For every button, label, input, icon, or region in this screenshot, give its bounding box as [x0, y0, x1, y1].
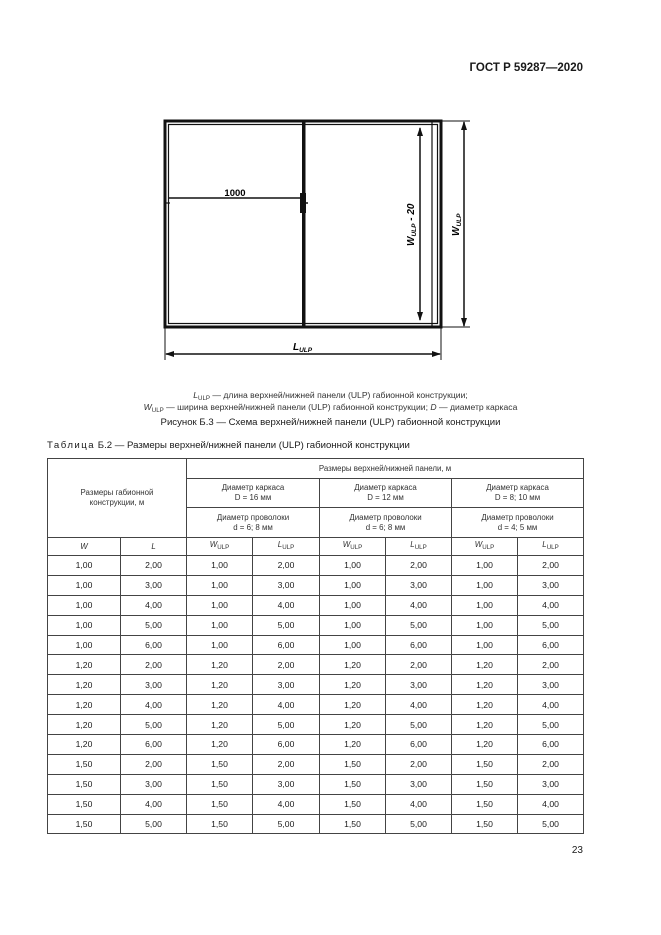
- col-w: W: [48, 538, 121, 556]
- table-cell: 1,50: [187, 814, 253, 834]
- table-cell: 3,00: [386, 675, 452, 695]
- frame-header-3: Диаметр каркаса D = 8; 10 мм: [452, 479, 584, 508]
- table-cell: 5,00: [518, 715, 584, 735]
- table-cell: 1,00: [320, 635, 386, 655]
- dim-l-label: $L_{ULP}$: [293, 342, 313, 354]
- table-cell: 3,00: [121, 675, 187, 695]
- table-cell: 3,00: [121, 774, 187, 794]
- dim-w-inner-arrow-top: [417, 127, 423, 136]
- table-cell: 1,20: [48, 675, 121, 695]
- table-cell: 2,00: [518, 655, 584, 675]
- dim-w-inner-arrow-bottom: [417, 312, 423, 321]
- table-cell: 5,00: [121, 715, 187, 735]
- table-cell: 1,00: [452, 556, 518, 576]
- top-header: Размеры верхней/нижней панели, м: [187, 459, 584, 479]
- table-cell: 1,20: [452, 675, 518, 695]
- table-cell: 6,00: [386, 635, 452, 655]
- table-cell: 1,50: [320, 794, 386, 814]
- table-cell: 1,50: [187, 794, 253, 814]
- table-cell: 1,00: [320, 556, 386, 576]
- col-lulp-1: $L_{ULP}$: [253, 538, 320, 556]
- table-cell: 1,00: [48, 556, 121, 576]
- table-cell: 1,50: [452, 794, 518, 814]
- col-lulp-2: $L_{ULP}$: [386, 538, 452, 556]
- table-cell: 6,00: [121, 635, 187, 655]
- mid-joint: [300, 193, 306, 213]
- table-cell: 3,00: [386, 774, 452, 794]
- table-cell: 1,00: [452, 595, 518, 615]
- table-row: [48, 774, 584, 794]
- table-cell: 1,00: [452, 635, 518, 655]
- table-cell: 4,00: [253, 595, 320, 615]
- dim-w-inner-label: $W_{ULP} - 20$: [406, 203, 418, 246]
- table-cell: 1,00: [187, 556, 253, 576]
- table-cell: 3,00: [518, 575, 584, 595]
- table-cell: 1,20: [48, 695, 121, 715]
- table-cell: 1,20: [452, 695, 518, 715]
- table-row: [48, 595, 584, 615]
- table-cell: 1,50: [187, 774, 253, 794]
- standard-number: ГОСТ Р 59287—2020: [469, 62, 583, 74]
- table-row: [48, 735, 584, 755]
- table-cell: 5,00: [386, 814, 452, 834]
- frame-header-2: Диаметр каркаса D = 12 мм: [320, 479, 452, 508]
- table-cell: 1,20: [187, 655, 253, 675]
- table-row: [48, 814, 584, 834]
- dim-w-label: $W_{ULP}$: [451, 213, 463, 236]
- table-cell: 2,00: [121, 754, 187, 774]
- table-cell: 1,00: [320, 595, 386, 615]
- table-cell: 6,00: [518, 635, 584, 655]
- table-cell: 3,00: [518, 675, 584, 695]
- table-cell: 3,00: [253, 774, 320, 794]
- table-cell: 2,00: [253, 754, 320, 774]
- wire-header-2: Диаметр проволоки d = 6; 8 мм: [320, 508, 452, 538]
- table-cell: 1,50: [320, 754, 386, 774]
- table-cell: 2,00: [253, 655, 320, 675]
- table-cell: 4,00: [121, 595, 187, 615]
- table-cell: 6,00: [518, 735, 584, 755]
- table-cell: 4,00: [386, 695, 452, 715]
- table-cell: 2,00: [386, 556, 452, 576]
- frame-header-1: Диаметр каркаса D = 16 мм: [187, 479, 320, 508]
- table-cell: 1,20: [187, 695, 253, 715]
- table-cell: 3,00: [253, 575, 320, 595]
- table-cell: 5,00: [121, 615, 187, 635]
- wire-header-1: Диаметр проволоки d = 6; 8 мм: [187, 508, 320, 538]
- table-cell: 1,00: [187, 595, 253, 615]
- left-header: Размеры габионной конструкции, м: [48, 459, 187, 538]
- table-row: [48, 615, 584, 635]
- table-cell: 1,00: [187, 575, 253, 595]
- table-cell: 1,00: [452, 615, 518, 635]
- table-cell: 1,00: [320, 575, 386, 595]
- table-cell: 1,50: [48, 774, 121, 794]
- table-cell: 6,00: [253, 735, 320, 755]
- table-cell: 1,20: [320, 715, 386, 735]
- dim-w-arrow-bottom: [461, 318, 467, 327]
- table-cell: 2,00: [386, 655, 452, 675]
- table-row: [48, 754, 584, 774]
- table-cell: 1,20: [48, 715, 121, 735]
- table-cell: 1,20: [320, 675, 386, 695]
- col-wulp-1: $W_{ULP}$: [187, 538, 253, 556]
- table-cell: 3,00: [518, 774, 584, 794]
- col-l: L: [121, 538, 187, 556]
- table-cell: 1,50: [452, 774, 518, 794]
- table-cell: 1,20: [320, 655, 386, 675]
- table-cell: 1,20: [187, 675, 253, 695]
- table-row: [48, 655, 584, 675]
- table-cell: 5,00: [253, 715, 320, 735]
- col-wulp-2: $W_{ULP}$: [320, 538, 386, 556]
- table-cell: 4,00: [121, 695, 187, 715]
- figure-caption: Рисунок Б.3 — Схема верхней/нижней панели (ULP) габионной конструкции: [160, 417, 501, 428]
- table-cell: 1,50: [452, 814, 518, 834]
- table-cell: 6,00: [253, 635, 320, 655]
- table-cell: 6,00: [121, 735, 187, 755]
- table-cell: 1,20: [48, 655, 121, 675]
- table-cell: 1,20: [48, 735, 121, 755]
- table-cell: 5,00: [518, 615, 584, 635]
- table-row: [48, 635, 584, 655]
- legend-l: $L_{ULP}$ — длина верхней/нижней панели (ULP) габионной конструкции;: [193, 390, 468, 402]
- table-cell: 2,00: [518, 754, 584, 774]
- table-cell: 1,20: [452, 655, 518, 675]
- table-row: [48, 695, 584, 715]
- dim-l-arrow-right: [432, 351, 441, 357]
- table-cell: 1,20: [187, 735, 253, 755]
- table-cell: 3,00: [121, 575, 187, 595]
- table-cell: 1,00: [48, 575, 121, 595]
- dim-l-arrow-left: [165, 351, 174, 357]
- table-cell: 4,00: [253, 695, 320, 715]
- table-cell: 1,20: [320, 695, 386, 715]
- table-cell: 2,00: [253, 556, 320, 576]
- dim-w-arrow-top: [461, 121, 467, 130]
- table-row: [48, 575, 584, 595]
- table-cell: 4,00: [518, 695, 584, 715]
- table-cell: 1,50: [48, 754, 121, 774]
- table-cell: 6,00: [386, 735, 452, 755]
- table-cell: 5,00: [386, 615, 452, 635]
- dim-1000-label: 1000: [224, 188, 246, 199]
- table-cell: 5,00: [518, 814, 584, 834]
- table-cell: 2,00: [518, 556, 584, 576]
- table-row: [48, 715, 584, 735]
- table-row: [48, 794, 584, 814]
- panel-diagram: [0, 0, 661, 380]
- table-cell: 1,50: [320, 814, 386, 834]
- table-cell: 4,00: [253, 794, 320, 814]
- col-lulp-3: $L_{ULP}$: [518, 538, 584, 556]
- wire-header-3: Диаметр проволоки d = 4; 5 мм: [452, 508, 584, 538]
- table-cell: 5,00: [386, 715, 452, 735]
- table-cell: 1,20: [320, 735, 386, 755]
- table-cell: 3,00: [386, 575, 452, 595]
- table-cell: 1,50: [48, 794, 121, 814]
- col-wulp-3: $W_{ULP}$: [452, 538, 518, 556]
- table-cell: 1,20: [452, 735, 518, 755]
- table-cell: 2,00: [386, 754, 452, 774]
- table-cell: 5,00: [253, 814, 320, 834]
- dimensions-table: [47, 458, 584, 834]
- table-body: [48, 556, 584, 834]
- table-cell: 1,00: [452, 575, 518, 595]
- table-cell: 5,00: [121, 814, 187, 834]
- table-cell: 4,00: [386, 595, 452, 615]
- panel-divider: [302, 122, 306, 326]
- table-cell: 4,00: [518, 595, 584, 615]
- table-cell: 2,00: [121, 655, 187, 675]
- table-cell: 1,00: [48, 595, 121, 615]
- legend-w: $W_{ULP}$ — ширина верхней/нижней панели (ULP) габионной конструкции; D — диаметр каркаса: [143, 402, 518, 414]
- table-cell: 1,00: [48, 615, 121, 635]
- table-cell: 4,00: [518, 794, 584, 814]
- table-caption: Таблица Б.2 — Размеры верхней/нижней панели (ULP) габионной конструкции: [47, 440, 410, 451]
- table-cell: 1,50: [320, 774, 386, 794]
- table-cell: 1,20: [187, 715, 253, 735]
- table-cell: 1,50: [187, 754, 253, 774]
- table-cell: 4,00: [386, 794, 452, 814]
- table-cell: 1,00: [320, 615, 386, 635]
- table-cell: 5,00: [253, 615, 320, 635]
- table-cell: 1,50: [48, 814, 121, 834]
- table-cell: 1,50: [452, 754, 518, 774]
- table-cell: 4,00: [121, 794, 187, 814]
- table-row: [48, 556, 584, 576]
- table-cell: 3,00: [253, 675, 320, 695]
- page-number: 23: [571, 845, 583, 856]
- table-cell: 1,00: [48, 635, 121, 655]
- table-cell: 1,00: [187, 635, 253, 655]
- table-cell: 1,00: [187, 615, 253, 635]
- table-cell: 1,20: [452, 715, 518, 735]
- table-cell: 2,00: [121, 556, 187, 576]
- table-row: [48, 675, 584, 695]
